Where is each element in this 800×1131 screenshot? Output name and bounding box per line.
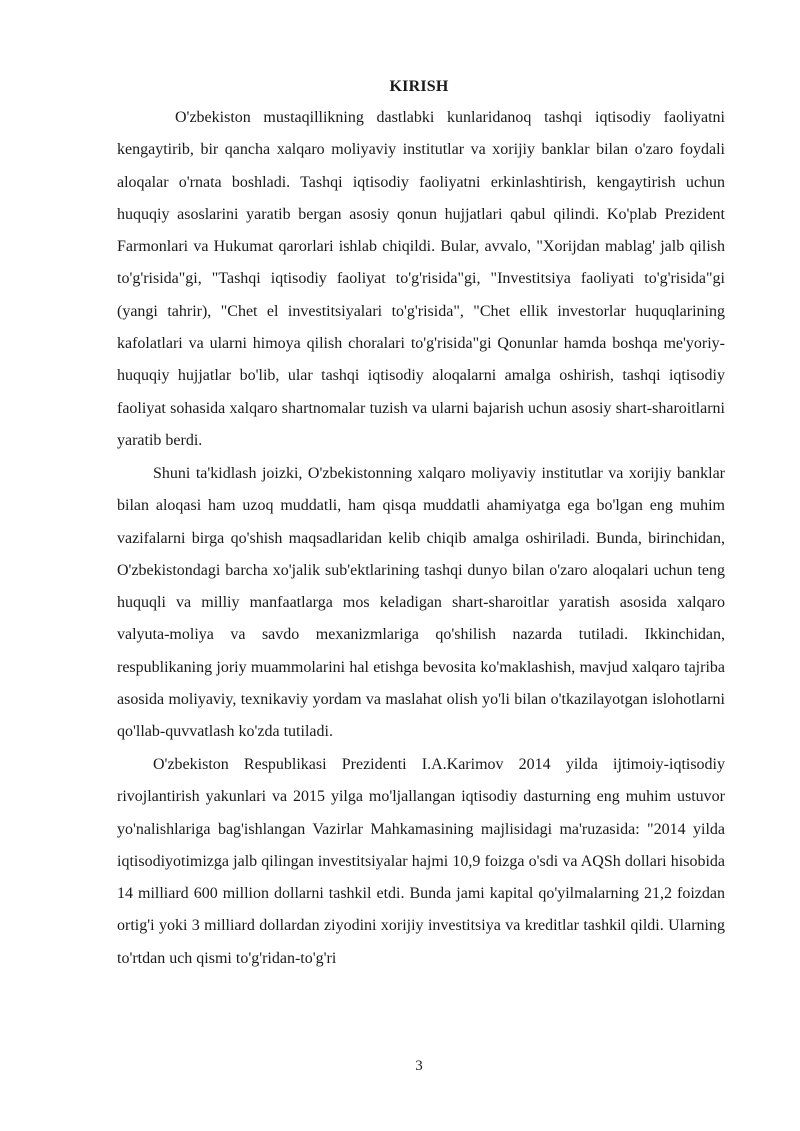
paragraph-2: Shuni ta'kidlash joizki, O'zbekistonning xalqaro moliyaviy institutlar va xorijiy banklar bilan aloqasi ham uzoq muddatli, ham qisqa muddatli ahamiyatga ega bo'lgan eng muhim vazifalarni birga qo'shish maqsadlaridan kelib chiqib amalga oshiriladi. Bunda, birinchidan, O'zbekistondagi barcha xo'jalik sub'ektlarining tashqi dunyo bilan o'zaro aloqalari uchun teng huquqli va milliy manfaatlarga mos keladigan shart-sharoitlar yaratish asosida xalqaro valyuta-moliya va savdo mexanizmlariga qo'shilish nazarda tutiladi. Ikkinchidan, respublikaning joriy muammolarini hal etishga bevosita ko'maklashish, mavjud xalqaro tajriba asosida moliyaviy, texnikaviy yordam va maslahat olish yo'li bilan o'tkazilayotgan islohotlarni qo'llab-quvvatlash ko'zda tutiladi. bbox=[117, 465, 725, 741]
paragraph-3: O'zbekiston Respublikasi Prezidenti I.A.Karimov 2014 yilda ijtimoiy-iqtisodiy rivojlantirish yakunlari va 2015 yilga mo'ljallangan iqtisodiy dasturning eng muhim ustuvor yo'nalishlariga bag'ishlangan Vazirlar Mahkamasining majlisidagi ma'ruzasida: "2014 yilda iqtisodiyotimizga jalb qilingan investitsiyalar hajmi 10,9 foizga o'sdi va AQSh dollari hisobida 14 milliard 600 million dollarni tashkil etdi. Bunda jami kapital qo'yilmalarning 21,2 foizdan ortig'i yoki 3 milliard dollardan ziyodini xorijiy investitsiya va kreditlar tashkil qildi. Ularning to'rtdan uch qismi to'g'ridan-to'g'ri bbox=[117, 756, 725, 967]
section-heading: KIRISH bbox=[389, 78, 449, 95]
paragraph-1: O'zbekiston mustaqillikning dastlabki kunlaridanoq tashqi iqtisodiy faoliyatni kengaytirib, bir qancha xalqaro moliyaviy institutlar va xorijiy banklar bilan o'zaro foydali aloqalar o'rnata boshladi. Tashqi iqtisodiy faoliyatni erkinlashtirish, kengaytirish uchun huquqiy asoslarini yaratib bergan asosiy qonun hujjatlari qabul qilindi. Ko'plab Prezident Farmonlari va Hukumat qarorlari ishlab chiqildi. Bular, avvalo, "Xorijdan mablag' jalb qilish to'g'risida"gi, "Tashqi iqtisodiy faoliyat to'g'risida"gi, "Investitsiya faoliyati to'g'risida"gi (yangi tahrir), "Chet el investitsiyalari to'g'risida", "Chet ellik investorlar huquqlarining kafolatlari va ularni himoya qilish choralari to'g'risida"gi Qonunlar hamda boshqa me'yoriy-huquqiy hujjatlar bo'lib, ular tashqi iqtisodiy aloqalarni amalga oshirish, tashqi iqtisodiy faoliyat sohasida xalqaro shartnomalar tuzish va ularni bajarish uchun asosiy shart-sharoitlarni yaratib berdi. bbox=[117, 109, 725, 449]
page-number: 3 bbox=[415, 1058, 423, 1074]
